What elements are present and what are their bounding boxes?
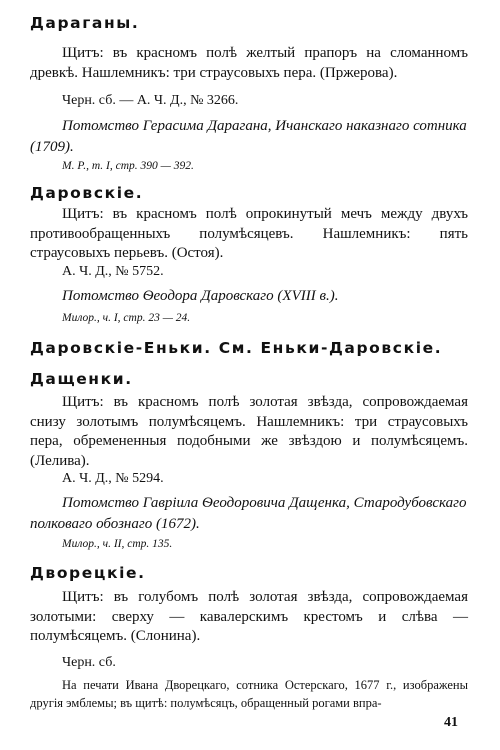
entry-title: Дараганы.: [30, 14, 140, 32]
entry-lineage: Потомство Герасима Дарагана, Ичанскаго наказнаго сотника (1709).: [30, 118, 467, 155]
entry-source: М. Р., т. I, стр. 390 — 392.: [62, 160, 194, 172]
entry-reference: А. Ч. Д., № 5752.: [62, 264, 164, 279]
entry-title: Дворецкіе.: [30, 564, 146, 582]
page-number: 41: [444, 715, 458, 730]
entry-reference: Черн. сб. — А. Ч. Д., № 3266.: [62, 93, 239, 108]
entry-title: Дащенки.: [30, 370, 133, 388]
entry-lineage: Потомство Гавріила Ѳеодоровича Дащенка, Стародубовскаго полковаго обознаго (1672).: [30, 495, 467, 532]
entry-reference: Черн. сб.: [62, 655, 116, 670]
entry-title: Даровскіе.: [30, 184, 144, 202]
entry-note: На печати Ивана Дворецкаго, сотника Остерскаго, 1677 г., изображены другія эмблемы; въ щитѣ: полумѣсяцъ, обращенный рогами впра-: [30, 678, 468, 710]
entry-reference: А. Ч. Д., № 5294.: [62, 471, 164, 486]
entry-text: Щитъ: въ голубомъ полѣ золотая звѣзда, сопровождаемая золотыми: сверху — кавалерскимъ крестомъ и слѣва — полумѣсяцемъ. (Слонина).: [30, 589, 468, 644]
entry-source: Милор., ч. II, стр. 135.: [62, 538, 173, 550]
entry-text: Щитъ: въ красномъ полѣ опрокинутый мечъ между двухъ противообращенныхъ полумѣсяцевъ. Нашлемникъ: пять страусовыхъ перьевъ. (Остоя).: [30, 206, 468, 261]
entry-source: Милор., ч. I, стр. 23 — 24.: [62, 312, 191, 324]
entry-text: Щитъ: въ красномъ полѣ золотая звѣзда, сопровождаемая снизу золотымъ полумѣсяцемъ. Нашлемникъ: три страусовыхъ пера, обремененныя подобными же звѣздою и полумѣсяцемъ. (Лелива).: [30, 394, 468, 469]
entry-lineage: Потомство Ѳеодора Даровскаго (XVIII в.).: [62, 288, 339, 304]
entry-text: Щитъ: въ красномъ полѣ желтый прапоръ на сломанномъ древкѣ. Нашлемникъ: три страусовыхъ пера. (Пржерова).: [30, 45, 468, 81]
cross-reference-title: Даровскіе-Еньки. См. Еньки-Даровскіе.: [30, 339, 443, 357]
